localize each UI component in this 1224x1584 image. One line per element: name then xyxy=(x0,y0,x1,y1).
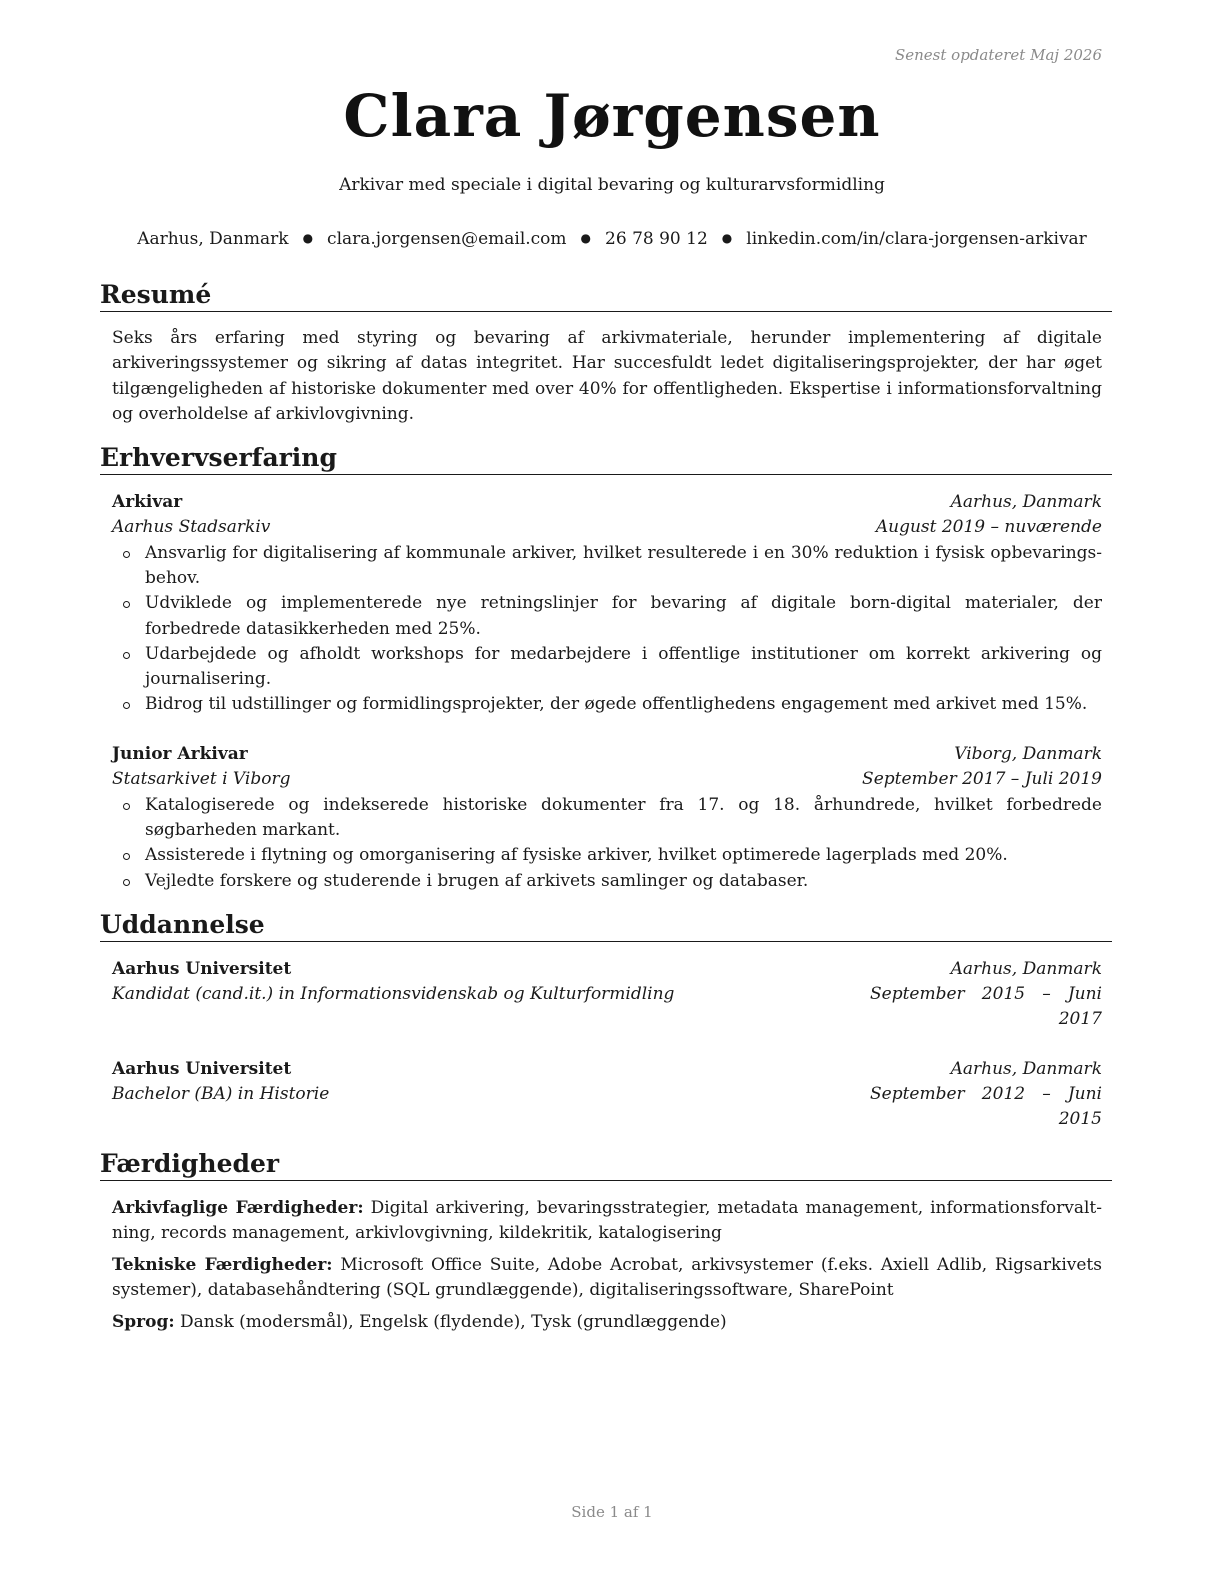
summary-text: Seks års erfaring med styring og bevaring af arkivmateriale, herunder implementering af digitale arkiveringssystemer og sikring af datas integritet. Har succesfuldt ledet digitaliseringsprojekter, der har øget tilgængeligheden af historiske dokumenter med over 40% for offentligheden. Ekspertise i informationsforvaltning og overholdelse af arkivlovgivning. xyxy=(112,328,1102,424)
last-updated: Senest opdateret Maj 2026 xyxy=(894,46,1102,64)
list-item: Katalogiserede og indekserede historiske dokumenter fra 17. og 18. århundrede, hvilket forbedrede søgbarheden markant. xyxy=(112,793,1102,843)
section-title-summary: Resumé xyxy=(100,280,1112,312)
bullet-separator-icon: ● xyxy=(580,231,592,245)
education-degree: Bachelor (BA) in Historie xyxy=(112,1084,330,1104)
candidate-subtitle: Arkivar med speciale i digital bevaring og kulturarvsformidling xyxy=(339,175,885,195)
education-location: Aarhus, Danmark xyxy=(950,1059,1102,1079)
list-item: Assisterede i flytning og omorganisering af fysiske arkiver, hvilket optimerede lagerplads med 20%. xyxy=(112,843,1102,868)
education-location: Aarhus, Danmark xyxy=(950,959,1102,979)
job-role: Arkivar xyxy=(112,492,183,512)
education-degree: Kandidat (cand.it.) in Informationsvidenskab og Kulturformidling xyxy=(112,984,675,1004)
skill-text: Dansk (modersmål), Engelsk (flydende), Tysk (grundlæggende) xyxy=(180,1312,727,1332)
skill-label: Arkivfaglige Færdigheder: xyxy=(112,1198,364,1218)
job-location: Viborg, Danmark xyxy=(954,744,1102,764)
list-item: Vejledte forskere og studerende i brugen af arkivets samlinger og databaser. xyxy=(112,869,1102,894)
skill-group xyxy=(112,1310,1102,1335)
list-item: Udarbejdede og afholdt workshops for medarbejdere i offentlige institutioner om korrekt arkivering og journalisering. xyxy=(112,642,1102,692)
education-item xyxy=(112,957,1102,1032)
education-dates: September 2012 – Juni 2015 xyxy=(870,1084,1102,1129)
education-school: Aarhus Universitet xyxy=(112,959,292,979)
skill-text: Digital arkivering, bevaringsstrategier, metadata management, informationsforvaltning, records management, arkivlovgivning, kildekritik, katalogisering xyxy=(112,1198,1102,1244)
skill-group xyxy=(112,1253,1102,1304)
page-number: Side 1 af 1 xyxy=(571,1503,653,1521)
education-dates: September 2015 – Juni 2017 xyxy=(870,984,1102,1029)
job-bullets xyxy=(112,793,1102,894)
contact-location: Aarhus, Danmark xyxy=(137,229,289,249)
list-item: Udviklede og implementerede nye retningslinjer for bevaring af digitale born-digital materialer, der forbedrede datasikkerheden med 25%. xyxy=(112,591,1102,641)
job-location: Aarhus, Danmark xyxy=(950,492,1102,512)
job-org: Statsarkivet i Viborg xyxy=(112,769,291,789)
section-title-skills: Færdigheder xyxy=(100,1149,1112,1181)
education-school: Aarhus Universitet xyxy=(112,1059,292,1079)
job-bullets xyxy=(112,541,1102,717)
bullet-separator-icon: ● xyxy=(302,231,314,245)
skill-label: Sprog: xyxy=(112,1312,175,1332)
section-title-education: Uddannelse xyxy=(100,910,1112,942)
list-item: Ansvarlig for digitalisering af kommunale arkiver, hvilket resulterede i en 30% reduktion i fysisk opbevaringsbehov. xyxy=(112,541,1102,591)
job-dates: September 2017 – Juli 2019 xyxy=(862,769,1102,789)
job-org: Aarhus Stadsarkiv xyxy=(112,517,271,537)
contact-phone: 26 78 90 12 xyxy=(605,229,708,249)
contact-linkedin[interactable]: linkedin.com/in/clara-jorgensen-arkivar xyxy=(746,229,1087,249)
skill-label: Tekniske Færdigheder: xyxy=(112,1255,333,1275)
candidate-name: Clara Jørgensen xyxy=(343,82,881,150)
job-role: Junior Arkivar xyxy=(112,744,248,764)
education-item xyxy=(112,1057,1102,1132)
skill-text: Microsoft Office Suite, Adobe Acrobat, arkivsystemer (f.eks. Axiell Adlib, Rigsarkivets systemer), databasehåndtering (SQL grundlæggende), digitaliseringssoftware, SharePoint xyxy=(112,1255,1102,1301)
section-title-experience: Erhvervserfaring xyxy=(100,443,1112,475)
bullet-separator-icon: ● xyxy=(721,231,733,245)
contact-line xyxy=(0,229,1224,249)
job-dates: August 2019 – nuværende xyxy=(875,517,1102,537)
list-item: Bidrog til udstillinger og formidlingsprojekter, der øgede offentlighedens engagement med arkivet med 15%. xyxy=(112,692,1102,717)
contact-email[interactable]: clara.jorgensen@email.com xyxy=(327,229,567,249)
skill-group xyxy=(112,1196,1102,1247)
